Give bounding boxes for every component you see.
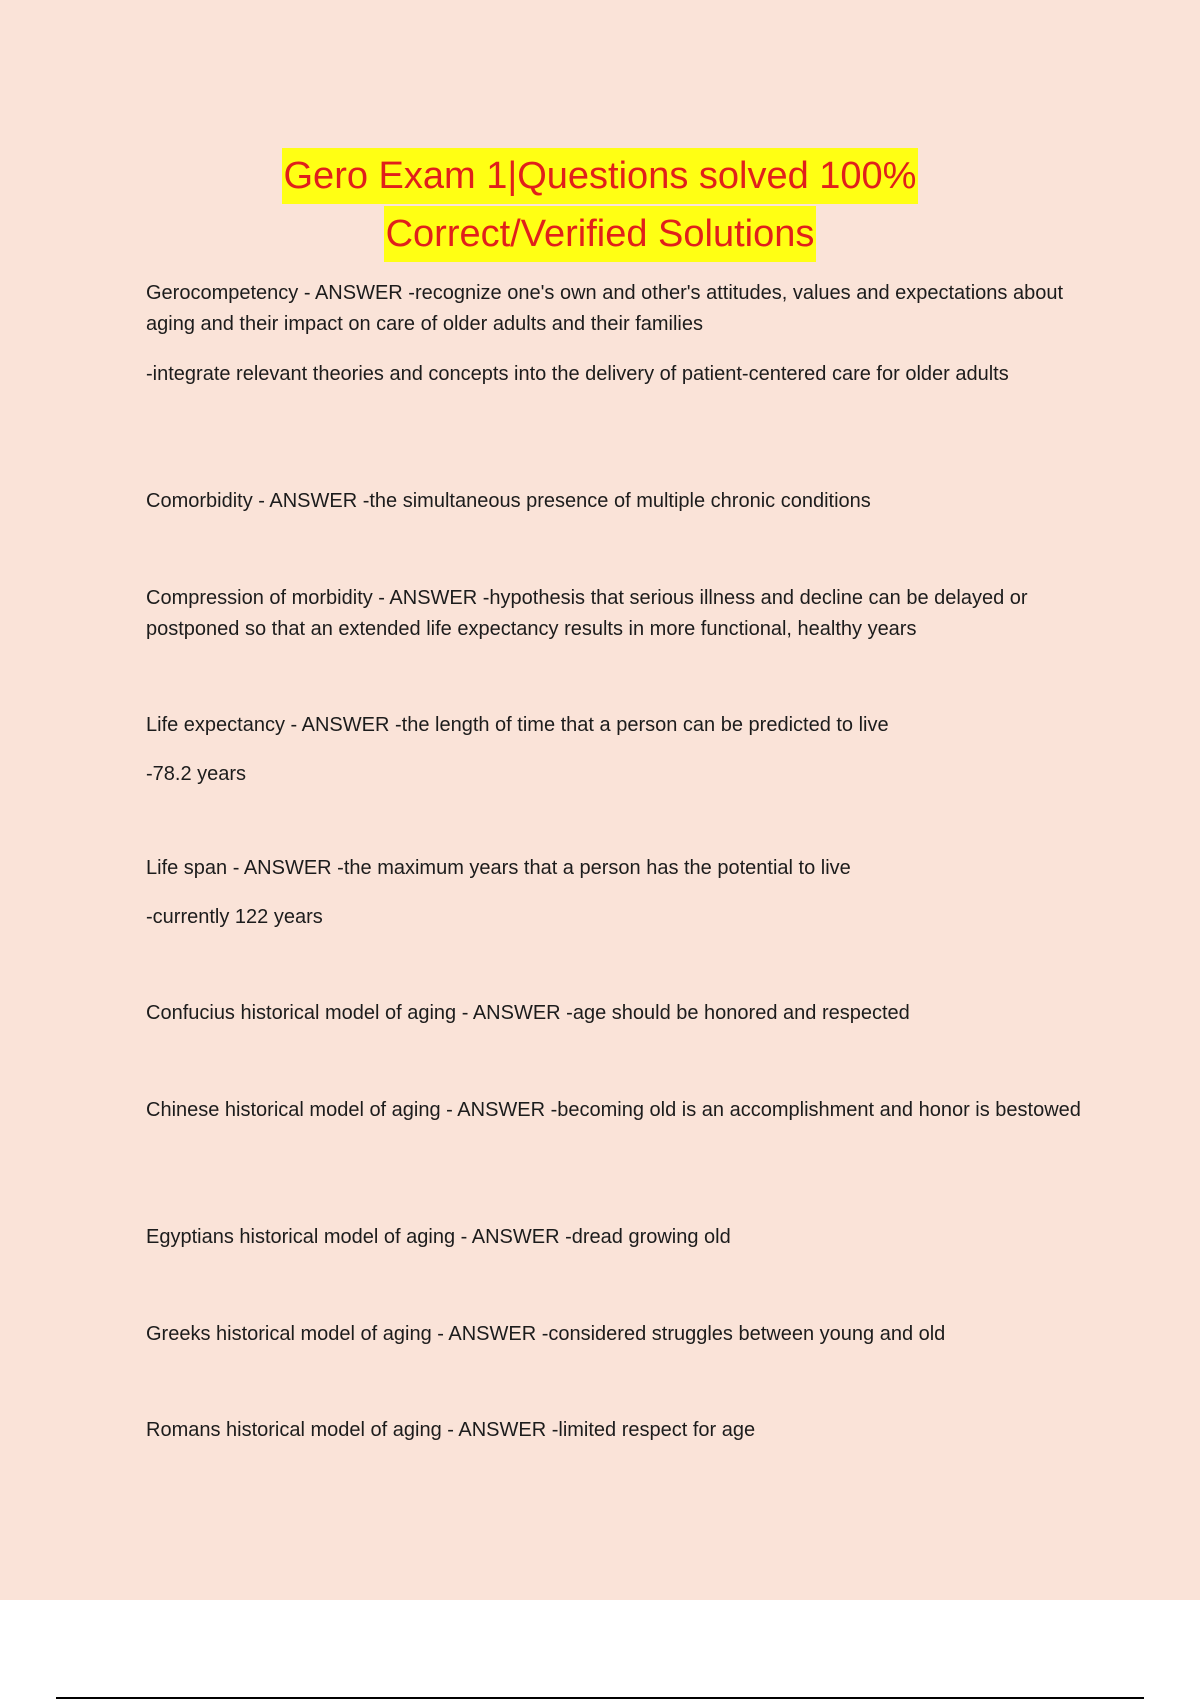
entry-romans-model: Romans historical model of aging - ANSWER -limited respect for age: [146, 1419, 756, 1441]
entry-greeks-model: Greeks historical model of aging - ANSWER -considered struggles between young and old: [146, 1323, 946, 1345]
entry-gerocompetency-continued: -integrate relevant theories and concepts into the delivery of patient-centered care for older adults: [146, 363, 1009, 385]
entry-comorbidity: Comorbidity - ANSWER -the simultaneous presence of multiple chronic conditions: [146, 490, 871, 512]
entry-confucius-model: Confucius historical model of aging - ANSWER -age should be honored and respected: [146, 1002, 910, 1024]
document-title: [0, 148, 1200, 264]
footer-divider: [56, 1697, 1144, 1699]
entry-compression-of-morbidity: Compression of morbidity - ANSWER -hypothesis that serious illness and decline can be delayed or postponed so that an extended life expectancy results in more functional, healthy years: [146, 587, 1028, 640]
title-line-2: Correct/Verified Solutions: [384, 206, 817, 262]
entry-life-span: Life span - ANSWER -the maximum years that a person has the potential to live: [146, 857, 851, 879]
entry-life-span-value: -currently 122 years: [146, 906, 323, 928]
entry-life-expectancy: Life expectancy - ANSWER -the length of time that a person can be predicted to live: [146, 714, 889, 736]
entry-gerocompetency: Gerocompetency - ANSWER -recognize one's own and other's attitudes, values and expectations about aging and their impact on care of older adults and their families: [146, 282, 1064, 335]
entry-life-expectancy-value: -78.2 years: [146, 763, 247, 785]
title-line-1: Gero Exam 1|Questions solved 100%: [282, 148, 919, 204]
entry-chinese-model: Chinese historical model of aging - ANSWER -becoming old is an accomplishment and honor is bestowed: [146, 1099, 1081, 1121]
entry-egyptians-model: Egyptians historical model of aging - ANSWER -dread growing old: [146, 1226, 731, 1248]
